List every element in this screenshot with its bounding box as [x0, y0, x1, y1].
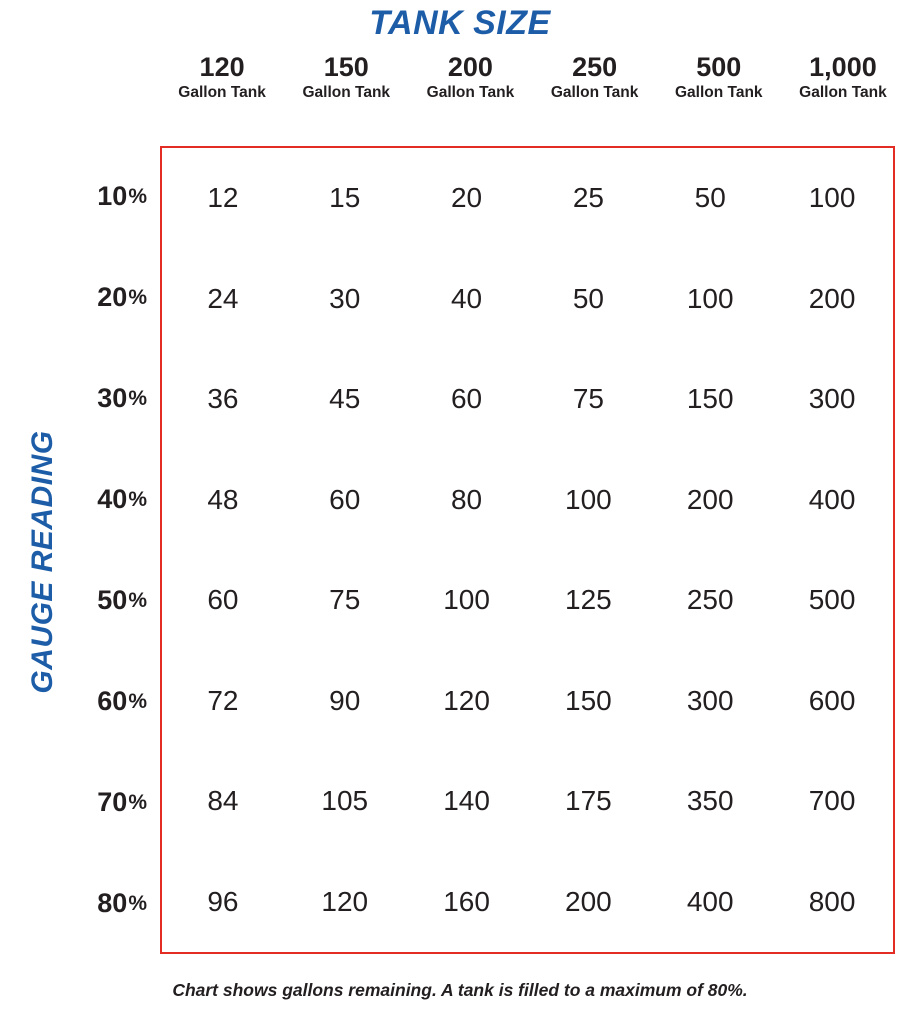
- table-cell: 60: [207, 584, 239, 616]
- table-cell: 700: [808, 785, 856, 817]
- row-label-30: [55, 348, 155, 449]
- y-axis-label: GAUGE READING: [26, 430, 59, 694]
- table-cell: 300: [808, 383, 856, 415]
- column-header-unit: Gallon Tank: [550, 84, 639, 101]
- table-cell: 45: [329, 383, 361, 415]
- column-header-500: [657, 52, 781, 104]
- row-label-80: [55, 853, 155, 954]
- column-header-120: [160, 52, 284, 104]
- table-cell: 400: [808, 483, 856, 515]
- percent-sign: %: [128, 689, 147, 713]
- table-cell: 75: [329, 584, 361, 616]
- table-cell: 600: [808, 684, 856, 716]
- column-header-size: 250: [572, 52, 618, 82]
- row-label-number: 60: [97, 686, 128, 716]
- table-cell: 60: [329, 483, 361, 515]
- row-label-number: 10: [97, 181, 128, 211]
- table-row: [162, 651, 893, 752]
- percent-sign: %: [128, 184, 147, 208]
- table-cell: 30: [329, 282, 361, 314]
- table-cell: 400: [686, 885, 734, 917]
- table-cell: 75: [572, 383, 604, 415]
- table-cell: 125: [565, 584, 612, 616]
- table-row: [162, 751, 893, 852]
- table-cell: 24: [207, 282, 239, 314]
- column-header-size: 200: [447, 52, 493, 82]
- table-cell: 100: [565, 483, 612, 515]
- table-cell: 200: [808, 282, 856, 314]
- row-label-number: 40: [97, 484, 128, 514]
- table-cell: 120: [321, 885, 369, 917]
- table-cell: 80: [450, 483, 483, 515]
- table-cell: 800: [808, 885, 856, 917]
- percent-sign: %: [128, 386, 147, 410]
- table-cell: 20: [450, 182, 483, 214]
- chart-grid: [160, 146, 895, 954]
- column-header-size: 120: [199, 52, 245, 82]
- row-label-60: [55, 651, 155, 752]
- table-cell: 150: [565, 684, 612, 716]
- percent-sign: %: [128, 487, 147, 511]
- table-cell: 300: [686, 684, 734, 716]
- table-cell: 12: [207, 182, 239, 214]
- column-header-unit: Gallon Tank: [674, 84, 763, 101]
- table-cell: 500: [808, 584, 856, 616]
- table-cell: 140: [443, 785, 490, 817]
- column-header-size: 500: [696, 52, 742, 82]
- column-headers: [160, 52, 905, 104]
- table-cell: 105: [321, 785, 369, 817]
- column-header-size: 1,000: [809, 52, 877, 82]
- table-row: [162, 852, 893, 953]
- column-header-unit: Gallon Tank: [799, 84, 887, 101]
- table-cell: 96: [207, 885, 239, 917]
- percent-sign: %: [128, 891, 147, 915]
- row-label-number: 30: [97, 383, 128, 413]
- table-cell: 50: [572, 282, 604, 314]
- table-cell: 200: [686, 483, 734, 515]
- table-row: [162, 550, 893, 651]
- table-cell: 25: [572, 182, 604, 214]
- row-label-number: 50: [97, 585, 128, 615]
- table-cell: 150: [686, 383, 734, 415]
- row-label-10: [55, 146, 155, 247]
- row-label-number: 80: [97, 888, 128, 918]
- percent-sign: %: [128, 790, 147, 814]
- table-cell: 175: [565, 785, 612, 817]
- column-header-unit: Gallon Tank: [178, 84, 266, 101]
- table-cell: 120: [443, 684, 490, 716]
- row-label-20: [55, 247, 155, 348]
- table-cell: 160: [443, 885, 490, 917]
- table-cell: 200: [565, 885, 612, 917]
- percent-sign: %: [128, 285, 147, 309]
- table-cell: 84: [207, 785, 239, 817]
- column-header-unit: Gallon Tank: [426, 84, 515, 101]
- table-row: [162, 349, 893, 450]
- percent-sign: %: [128, 588, 147, 612]
- column-header-size: 150: [323, 52, 369, 82]
- table-cell: 48: [207, 483, 239, 515]
- column-header-1000: [781, 52, 905, 104]
- table-cell: 90: [329, 684, 361, 716]
- table-row: [162, 249, 893, 350]
- table-cell: 36: [207, 383, 239, 415]
- chart-footnote: Chart shows gallons remaining. A tank is filled to a maximum of 80%.: [172, 980, 748, 1000]
- row-label-number: 70: [97, 787, 128, 817]
- table-cell: 100: [808, 182, 856, 214]
- table-cell: 15: [329, 182, 361, 214]
- row-labels: [55, 146, 155, 954]
- table-row: [162, 148, 893, 249]
- table-cell: 100: [443, 584, 490, 616]
- table-row: [162, 450, 893, 551]
- column-header-unit: Gallon Tank: [302, 84, 391, 101]
- table-cell: 350: [686, 785, 734, 817]
- table-cell: 50: [694, 182, 726, 214]
- row-label-40: [55, 449, 155, 550]
- row-label-number: 20: [97, 282, 128, 312]
- table-cell: 100: [686, 282, 734, 314]
- chart-title: TANK SIZE: [369, 4, 551, 42]
- column-header-250: [533, 52, 657, 104]
- row-label-50: [55, 550, 155, 651]
- row-label-70: [55, 752, 155, 853]
- table-cell: 40: [450, 282, 483, 314]
- table-cell: 60: [450, 383, 483, 415]
- table-cell: 72: [207, 684, 239, 716]
- table-cell: 250: [686, 584, 734, 616]
- column-header-150: [284, 52, 408, 104]
- column-header-200: [408, 52, 532, 104]
